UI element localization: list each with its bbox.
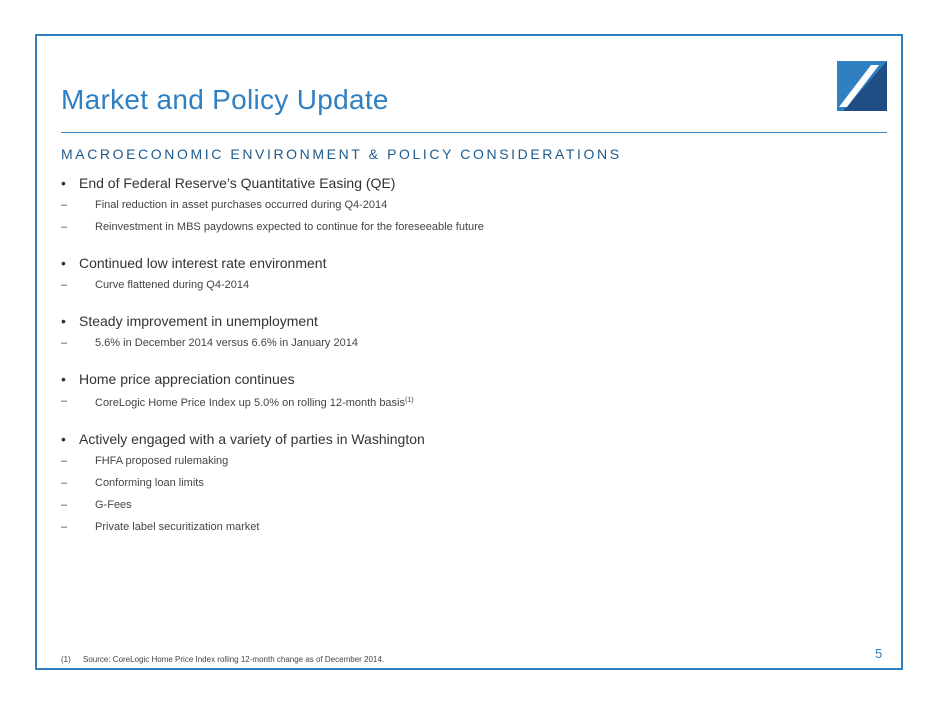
- footnote: [61, 655, 384, 664]
- dash-marker: –: [61, 279, 68, 291]
- sub-bullet-text: Conforming loan limits: [95, 477, 204, 489]
- bullet-marker: •: [61, 255, 66, 271]
- sub-bullet-text: Private label securitization market: [95, 521, 260, 533]
- bullet-item: [61, 430, 881, 534]
- dash-marker: –: [61, 221, 68, 233]
- bullet-item: [61, 312, 881, 350]
- dash-marker: –: [61, 199, 68, 211]
- slide-title: Market and Policy Update: [61, 84, 389, 115]
- dash-marker: –: [61, 395, 68, 407]
- sub-bullet-text: 5.6% in December 2014 versus 6.6% in January 2014: [95, 337, 358, 349]
- bullet-text: Actively engaged with a variety of parties in Washington: [79, 431, 425, 447]
- bullet-item: [61, 174, 881, 234]
- bullet-text: Steady improvement in unemployment: [79, 313, 318, 329]
- footnote-reference: (1): [405, 397, 414, 404]
- bullet-marker: •: [61, 371, 66, 387]
- bullet-item: [61, 254, 881, 292]
- bullet-list: [61, 174, 881, 554]
- dash-marker: –: [61, 455, 68, 467]
- footnote-text: Source: CoreLogic Home Price Index rolling 12-month change as of December 2014.: [83, 655, 385, 664]
- dash-marker: –: [61, 477, 68, 489]
- bullet-marker: •: [61, 313, 66, 329]
- bullet-marker: •: [61, 175, 66, 191]
- section-subtitle: MACROECONOMIC ENVIRONMENT & POLICY CONSIDERATIONS: [61, 146, 622, 162]
- bullet-text: Continued low interest rate environment: [79, 255, 327, 271]
- bullet-text: End of Federal Reserve’s Quantitative Easing (QE): [79, 175, 396, 191]
- dash-marker: –: [61, 337, 68, 349]
- bullet-item: [61, 370, 881, 410]
- sub-bullet-text: CoreLogic Home Price Index up 5.0% on rolling 12-month basis: [95, 397, 405, 409]
- bullet-text: Home price appreciation continues: [79, 371, 295, 387]
- sub-bullet-text: Final reduction in asset purchases occurred during Q4-2014: [95, 199, 388, 211]
- sub-bullet-text: Curve flattened during Q4-2014: [95, 279, 250, 291]
- sub-bullet-text: G-Fees: [95, 499, 132, 511]
- sub-bullet-text: FHFA proposed rulemaking: [95, 455, 229, 467]
- bullet-marker: •: [61, 431, 66, 447]
- title-divider: [61, 132, 887, 133]
- footnote-marker: (1): [61, 655, 71, 664]
- page-number: 5: [875, 646, 883, 661]
- dash-marker: –: [61, 499, 68, 511]
- sub-bullet-text: Reinvestment in MBS paydowns expected to continue for the foreseeable future: [95, 221, 484, 233]
- dash-marker: –: [61, 521, 68, 533]
- company-logo-icon: [837, 61, 887, 111]
